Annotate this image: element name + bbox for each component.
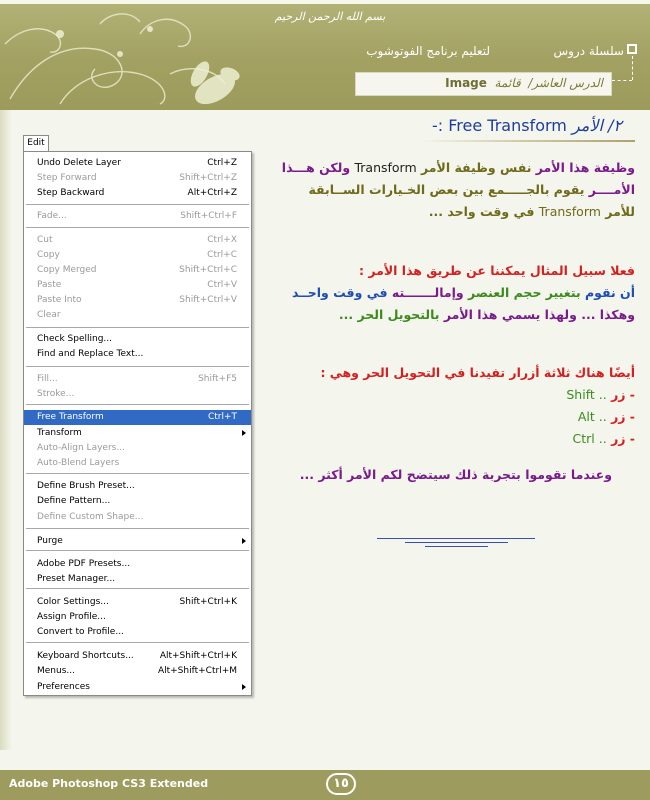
paragraph-3: [255, 362, 635, 450]
title-underline: [420, 140, 635, 142]
menu-item-shortcut: Ctrl+T: [207, 412, 237, 422]
menu-item-keyboard-shortcuts[interactable]: [24, 649, 251, 664]
menu-item-assign-profile[interactable]: [24, 610, 251, 625]
divider-line: [425, 546, 488, 547]
menu-item-shortcut: Shift+Ctrl+Z: [179, 173, 237, 183]
paragraph-1: [255, 157, 635, 223]
menu-item-shortcut: Ctrl+X: [207, 235, 237, 245]
section-command: Free Transform: [448, 116, 567, 135]
menu-item-shortcut: Shift+Ctrl+K: [179, 597, 237, 607]
menu-item-step-backward[interactable]: [24, 186, 251, 201]
lesson-title: [445, 76, 603, 90]
menu-separator: [26, 642, 249, 643]
p1-text: نفس وظيفة الأمر: [421, 160, 532, 175]
p2-text: أن نقوم: [585, 285, 635, 300]
key-prefix: - زر: [611, 431, 635, 446]
p1-text: ولكن هـــذا: [281, 160, 351, 175]
menu-separator: [26, 528, 249, 529]
menu-item-preferences[interactable]: [24, 680, 251, 695]
menu-separator: [26, 227, 249, 228]
p2-text: بتغيير حجم العنصر: [468, 285, 581, 300]
menu-item-label: Undo Delete Layer: [37, 158, 121, 168]
menu-item-label: Free Transform: [37, 412, 104, 422]
menu-separator: [26, 366, 249, 367]
paragraph-4: [292, 464, 612, 486]
menu-item-label: Color Settings...: [37, 597, 109, 607]
key-row: [255, 406, 635, 428]
key-ctrl: Ctrl ..: [572, 431, 607, 446]
menu-item-label: Menus...: [37, 666, 75, 676]
menu-item-shortcut: Alt+Ctrl+Z: [187, 188, 237, 198]
menu-item-label: Fade...: [37, 211, 67, 221]
basmala-text: بسم الله الرحمن الرحيم: [274, 10, 386, 23]
menu-separator: [26, 588, 249, 589]
menu-item-find-and-replace-text[interactable]: [24, 347, 251, 362]
p1-text: Transform: [538, 204, 601, 219]
p2-text: وإمالـــــــته: [391, 285, 464, 300]
menu-item-shortcut: Shift+F5: [198, 374, 237, 384]
submenu-arrow-icon: [242, 684, 246, 690]
menu-item-shortcut: Shift+Ctrl+C: [179, 265, 237, 275]
menu-separator: [26, 473, 249, 474]
submenu-arrow-icon: [242, 538, 246, 544]
menu-item-label: Assign Profile...: [37, 612, 106, 622]
p2-text: فعلا سبيل المثال يمكننا عن طريق هذا الأمر :: [358, 263, 635, 278]
menu-item-label: Clear: [37, 310, 61, 320]
menu-item-label: Auto-Align Layers...: [37, 443, 125, 453]
menu-item-clear[interactable]: [24, 308, 251, 323]
menu-item-shortcut: Ctrl+C: [207, 250, 237, 260]
menu-item-label: Paste Into: [37, 295, 82, 305]
edit-menu-panel: [23, 151, 252, 696]
edit-menu-tab[interactable]: Edit: [23, 135, 49, 151]
menu-item-label: Copy: [37, 250, 60, 260]
menu-item-label: Step Forward: [37, 173, 97, 183]
page-header: [0, 0, 650, 110]
key-row: [255, 384, 635, 406]
menu-item-color-settings[interactable]: [24, 595, 251, 610]
key-shift: Shift ..: [566, 387, 607, 402]
key-alt: Alt ..: [577, 409, 607, 424]
menu-item-free-transform[interactable]: [24, 410, 251, 425]
menu-item-preset-manager[interactable]: [24, 572, 251, 587]
menu-item-label: Preset Manager...: [37, 574, 116, 584]
section-word: الأمر: [571, 116, 603, 135]
paragraph-2: [255, 260, 635, 326]
p1-text: الأمــــر: [588, 182, 635, 197]
menu-item-step-forward[interactable]: [24, 171, 251, 186]
p1-text: في وقت واحد ...: [428, 204, 535, 219]
key-prefix: - زر: [611, 409, 635, 424]
menu-item-label: Find and Replace Text...: [37, 349, 144, 359]
menu-item-purge[interactable]: [24, 534, 251, 549]
menu-item-shortcut: Shift+Ctrl+V: [179, 295, 237, 305]
menu-item-shortcut: Ctrl+Z: [207, 158, 237, 168]
section-title-tail: :-: [431, 116, 444, 135]
p1-text: Transform: [354, 160, 417, 175]
menu-item-label: Define Custom Shape...: [37, 512, 144, 522]
menu-item-label: Keyboard Shortcuts...: [37, 651, 134, 661]
menu-item-adobe-pdf-presets[interactable]: [24, 557, 251, 572]
menu-item-define-pattern[interactable]: [24, 494, 251, 509]
page-number: ١٥: [326, 773, 356, 795]
p4-text: وعندما تقوموا بتجربة ذلك سيتضح لكم الأمر أكثر ...: [299, 467, 612, 482]
menu-item-paste[interactable]: [24, 278, 251, 293]
menu-item-label: Auto-Blend Layers: [37, 458, 120, 468]
submenu-arrow-icon: [242, 430, 246, 436]
series-label: سلسلة دروس: [553, 44, 624, 58]
menu-item-auto-align-layers[interactable]: [24, 441, 251, 456]
series-subtitle: لتعليم برنامج الفوتوشوب: [366, 44, 490, 58]
menu-item-copy[interactable]: [24, 248, 251, 263]
menu-item-copy-merged[interactable]: [24, 263, 251, 278]
menu-item-label: Define Pattern...: [37, 496, 111, 506]
p2-text: بالتحويل الحر ...: [338, 307, 440, 322]
menu-separator: [26, 404, 249, 405]
key-row: [255, 428, 635, 450]
menu-separator: [26, 327, 249, 328]
menu-item-label: Step Backward: [37, 188, 105, 198]
menu-item-define-custom-shape[interactable]: [24, 510, 251, 525]
menu-separator: [26, 550, 249, 551]
p3-text: أيضًا هناك ثلاثة أزرار تفيدنا في التحويل الحر وهي :: [320, 365, 635, 380]
menu-item-label: Preferences: [37, 682, 90, 692]
menu-item-shortcut: Alt+Shift+Ctrl+M: [157, 666, 237, 676]
menu-item-transform[interactable]: [24, 426, 251, 441]
menu-item-label: Copy Merged: [37, 265, 97, 275]
connector-line: [612, 80, 632, 81]
p2-text: في وقت واحــد: [291, 285, 388, 300]
menu-item-stroke[interactable]: [24, 387, 251, 402]
lesson-menu-word: قائمة: [494, 76, 521, 90]
menu-item-label: Check Spelling...: [37, 334, 113, 344]
menu-item-label: Adobe PDF Presets...: [37, 559, 131, 569]
floral-ornament-icon: [0, 4, 255, 110]
p1-text: للأمر: [605, 204, 635, 219]
divider-line: [377, 538, 535, 539]
menu-item-label: Convert to Profile...: [37, 627, 124, 637]
p1-text: يقوم بالجـــــمع بين بعض الخـيارات الســابقة: [308, 182, 585, 197]
lesson-image-word: Image: [445, 76, 487, 90]
menu-item-undo-delete-layer[interactable]: [24, 156, 251, 171]
section-title: [330, 116, 622, 135]
menu-item-convert-to-profile[interactable]: [24, 625, 251, 640]
footer-app-name: Adobe Photoshop CS3 Extended: [9, 777, 209, 790]
menu-item-paste-into[interactable]: [24, 293, 251, 308]
menu-item-label: Cut: [37, 235, 53, 245]
left-shade-strip: [0, 110, 12, 750]
lesson-title-box: [355, 72, 612, 96]
menu-separator: [26, 204, 249, 205]
menu-item-label: Define Brush Preset...: [37, 481, 135, 491]
menu-item-label: Stroke...: [37, 389, 75, 399]
menu-item-shortcut: Alt+Shift+Ctrl+K: [159, 651, 237, 661]
menu-item-shortcut: Ctrl+V: [207, 280, 237, 290]
divider-line: [405, 542, 508, 543]
menu-item-label: Transform: [37, 428, 82, 438]
p2-text: وهكذا ... ولهذا يسمي هذا الأمر: [443, 307, 635, 322]
key-prefix: - زر: [611, 387, 635, 402]
menu-item-label: Paste: [37, 280, 62, 290]
section-number: ٢/: [608, 116, 622, 135]
connector-line: [632, 56, 633, 80]
menu-item-label: Purge: [37, 536, 63, 546]
page-footer: [0, 770, 650, 800]
menu-item-check-spelling[interactable]: [24, 332, 251, 347]
menu-item-auto-blend-layers[interactable]: [24, 456, 251, 471]
p1-text: وظيفة هذا الأمر: [535, 160, 635, 175]
menu-item-define-brush-preset[interactable]: [24, 479, 251, 494]
lesson-prefix: الدرس العاشر/: [528, 76, 603, 90]
menu-item-fill[interactable]: [24, 372, 251, 387]
menu-item-label: Fill...: [37, 374, 58, 384]
menu-item-fade[interactable]: [24, 209, 251, 224]
menu-item-shortcut: Shift+Ctrl+F: [180, 211, 237, 221]
menu-item-menus[interactable]: [24, 664, 251, 679]
square-bullet-icon: [627, 44, 637, 54]
menu-item-cut[interactable]: [24, 233, 251, 248]
